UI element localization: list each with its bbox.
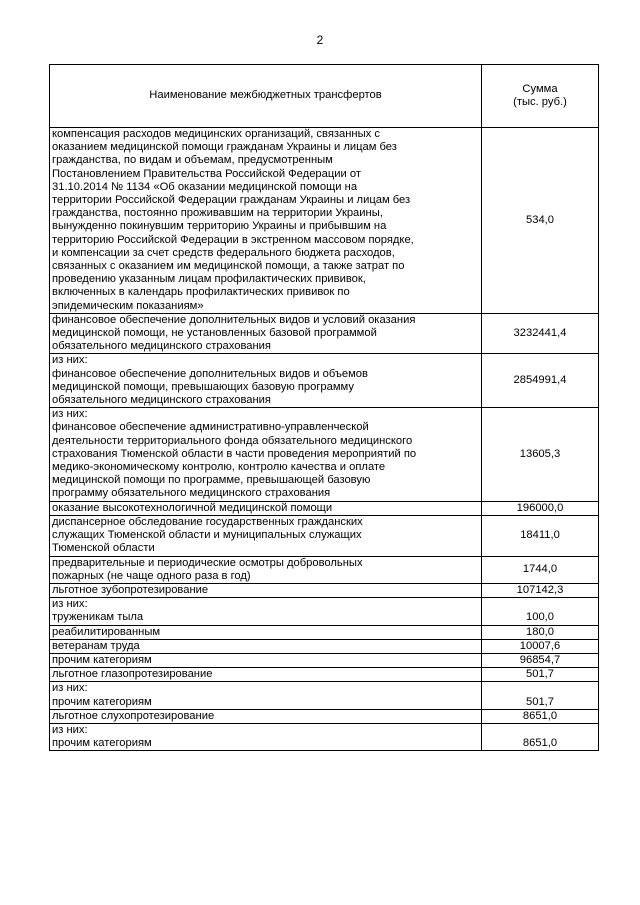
table-row (50, 408, 599, 501)
transfer-name-cell (50, 598, 482, 625)
transfer-sum-cell: 501,7 (482, 668, 599, 682)
transfer-sum-cell: 96854,7 (482, 653, 599, 667)
transfer-name-line: страхования Тюменской области в части проведения мероприятий по (52, 447, 417, 460)
transfer-name-line: вынужденно покинувшим территорию Украины и прибывшим на (52, 220, 387, 233)
table-row (50, 556, 599, 583)
transfer-sum-cell: 1744,0 (482, 556, 599, 583)
transfer-name-line: проведению указанным лицам профилактических прививок, (52, 273, 366, 286)
transfer-sum-cell: 10007,6 (482, 639, 599, 653)
transfer-name-line: диспансерное обследование государственных гражданских (52, 515, 363, 528)
header-sum-unit: (тыс. руб.) (513, 96, 567, 108)
transfer-name-line: труженикам тыла (52, 611, 144, 624)
transfer-name-line: реабилитированным (52, 625, 161, 638)
transfer-name-line: финансовое обеспечение дополнительных видов и условий оказания (52, 313, 416, 326)
table-row (50, 709, 599, 723)
table-row (50, 354, 599, 408)
transfer-name-line: из них: (52, 598, 88, 611)
transfers-table (49, 64, 599, 751)
transfer-sum-cell: 2854991,4 (482, 354, 599, 408)
transfer-sum-cell: 8651,0 (482, 723, 599, 750)
transfer-name-line: медицинской помощи по программе, превышающей базовую (52, 474, 371, 487)
transfer-name-line: и компенсации за счет средств федерального бюджета расходов, (52, 246, 395, 259)
transfer-name-line: медицинской помощи, превышающих базовую программу (52, 380, 354, 393)
transfer-name-line: Тюменской области (52, 542, 155, 555)
transfer-name-line: из них: (52, 682, 88, 695)
transfer-sum-cell: 13605,3 (482, 408, 599, 501)
transfer-sum-cell: 534,0 (482, 128, 599, 314)
table-row (50, 515, 599, 556)
transfer-name-line: деятельности территориального фонда обязательного медицинского (52, 434, 413, 447)
transfer-name-cell (50, 723, 482, 750)
transfer-name-line: программу обязательного медицинского страхования (52, 487, 331, 500)
transfer-name-line: территорию Российской Федерации в экстренном массовом порядке, (52, 233, 414, 246)
table-header-row (50, 65, 599, 128)
page-number: 2 (316, 33, 324, 47)
transfer-name-cell (50, 668, 482, 682)
transfer-sum-cell: 18411,0 (482, 515, 599, 556)
table-row (50, 625, 599, 639)
header-sum (482, 65, 599, 128)
transfer-name-line: льготное глазопротезирование (52, 668, 213, 681)
transfer-sum-cell: 180,0 (482, 625, 599, 639)
transfer-name-cell (50, 709, 482, 723)
transfer-name-line: гражданства, по видам и объемам, предусмотренным (52, 154, 333, 167)
transfer-name-cell (50, 354, 482, 408)
transfer-name-line: пожарных (не чаще одного раза в год) (52, 569, 251, 582)
transfer-name-cell (50, 639, 482, 653)
table-body (50, 128, 599, 751)
transfer-name-line: обязательного медицинского страхования (52, 394, 271, 407)
transfer-sum-cell: 107142,3 (482, 583, 599, 597)
transfer-name-cell (50, 653, 482, 667)
table-row (50, 583, 599, 597)
transfer-name-line: льготное слухопротезирование (52, 709, 215, 722)
transfer-name-cell (50, 128, 482, 314)
transfer-name-line: предварительные и периодические осмотры добровольных (52, 556, 363, 569)
transfer-sum-cell: 196000,0 (482, 501, 599, 515)
table-row (50, 598, 599, 625)
transfer-name-cell (50, 408, 482, 501)
transfer-name-line: медицинской помощи, не установленных базовой программой (52, 327, 377, 340)
header-name: Наименование межбюджетных трансфертов (50, 65, 482, 128)
table-row (50, 682, 599, 709)
table-row (50, 128, 599, 314)
transfer-name-line: связанных с оказанием им медицинской помощи, а также затрат по (52, 260, 405, 273)
transfer-name-line: 31.10.2014 № 1134 «Об оказании медицинской помощи на (52, 180, 358, 193)
transfer-name-line: обязательного медицинского страхования (52, 340, 271, 353)
transfer-name-line: медико-экономическому контролю, контролю качества и оплате (52, 461, 386, 474)
transfer-name-line: из них: (52, 354, 88, 367)
transfer-name-line: прочим категориям (52, 653, 152, 666)
transfer-name-line: прочим категориям (52, 695, 152, 708)
transfer-name-line: Постановлением Правительства Российской Федерации от (52, 167, 361, 180)
table-row (50, 668, 599, 682)
transfer-name-line: служащих Тюменской области и муниципальных служащих (52, 529, 362, 542)
transfer-name-cell (50, 682, 482, 709)
transfer-name-line: из них: (52, 408, 88, 421)
transfer-name-line: компенсация расходов медицинских организаций, связанных с (52, 128, 380, 140)
transfer-name-cell (50, 313, 482, 354)
header-sum-title: Сумма (522, 82, 558, 95)
transfer-name-cell (50, 501, 482, 515)
transfer-name-cell (50, 625, 482, 639)
transfer-name-line: из них: (52, 723, 88, 736)
transfer-name-line: эпидемическим показаниям» (52, 299, 204, 312)
transfer-sum-cell: 3232441,4 (482, 313, 599, 354)
transfer-name-cell (50, 515, 482, 556)
transfer-name-line: финансовое обеспечение дополнительных видов и объемов (52, 367, 368, 380)
transfer-name-line: территории Российской Федерации гражданам Украины и лицам без (52, 194, 411, 207)
transfer-name-cell (50, 583, 482, 597)
transfer-name-line: включенных в календарь профилактических прививок по (52, 286, 350, 299)
transfer-name-line: финансовое обеспечение административно-управленческой (52, 421, 369, 434)
table-row (50, 653, 599, 667)
table-row (50, 723, 599, 750)
transfer-name-line: прочим категориям (52, 737, 152, 750)
table-row (50, 313, 599, 354)
transfer-name-line: оказание высокотехнологичной медицинской помощи (52, 501, 333, 514)
transfer-name-line: льготное зубопротезирование (52, 583, 209, 596)
transfer-sum-cell: 8651,0 (482, 709, 599, 723)
transfer-sum-cell: 100,0 (482, 598, 599, 625)
table-row (50, 639, 599, 653)
transfer-name-line: ветеранам труда (52, 639, 140, 652)
transfer-name-line: гражданства, постоянно проживавшим на территории Украины, (52, 207, 383, 220)
transfer-name-cell (50, 556, 482, 583)
transfer-sum-cell: 501,7 (482, 682, 599, 709)
transfer-name-line: оказанием медицинской помощи гражданам Украины и лицам без (52, 141, 397, 154)
table-row (50, 501, 599, 515)
